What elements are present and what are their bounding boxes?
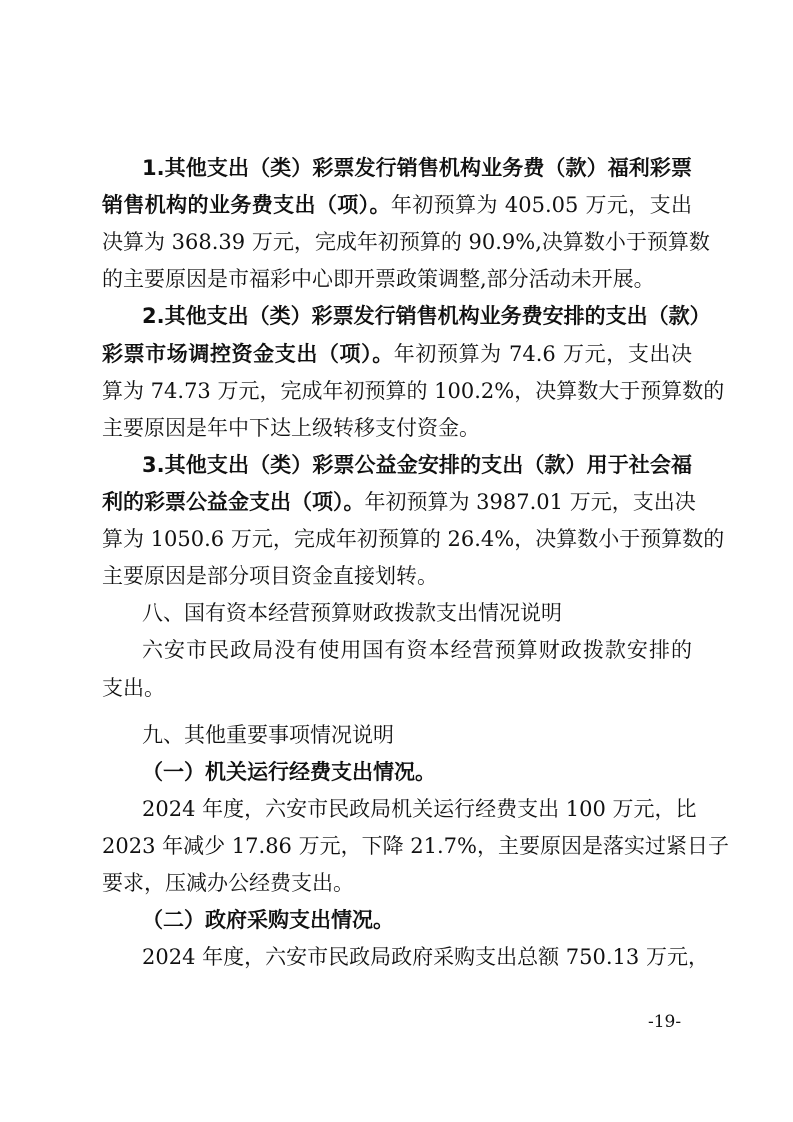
item2-text-start: 年初预算为 74.6 万元，支出决 bbox=[393, 342, 693, 366]
item1-line-1: 1.其他支出（类）彩票发行销售机构业务费（款）福利彩票 bbox=[142, 156, 692, 180]
item1-line-2 bbox=[102, 191, 692, 219]
section9-sub2-line-1: 2024 年度，六安市民政局政府采购支出总额 750.13 万元， bbox=[142, 945, 709, 969]
item1-line-4: 的主要原因是市福彩中心即开票政策调整,部分活动未开展。 bbox=[102, 267, 655, 291]
item3-bold-title-end: 利的彩票公益金支出（项）。 bbox=[102, 490, 365, 514]
section9-sub2-heading: （二）政府采购支出情况。 bbox=[142, 908, 394, 932]
item1-line-3: 决算为 368.39 万元，完成年初预算的 90.9%,决算数小于预算数 bbox=[102, 230, 710, 254]
item3-line-4: 主要原因是部分项目资金直接划转。 bbox=[102, 564, 438, 588]
section9-sub1-line-3: 要求，压减办公经费支出。 bbox=[102, 871, 354, 895]
section9-sub1-line-2: 2023 年减少 17.86 万元，下降 21.7%，主要原因是落实过紧日子 bbox=[102, 834, 729, 858]
item2-line-4: 主要原因是年中下达上级转移支付资金。 bbox=[102, 416, 480, 440]
item2-line-1: 2.其他支出（类）彩票发行销售机构业务费安排的支出（款） bbox=[142, 304, 711, 328]
section8-heading: 八、国有资本经营预算财政拨款支出情况说明 bbox=[142, 601, 562, 625]
section9-sub1-line-1: 2024 年度，六安市民政局机关运行经费支出 100 万元，比 bbox=[142, 797, 697, 821]
item2-line-2 bbox=[102, 340, 692, 368]
item3-line-2 bbox=[102, 488, 696, 516]
item3-line-3: 算为 1050.6 万元，完成年初预算的 26.4%，决算数小于预算数的 bbox=[102, 527, 725, 551]
section9-heading: 九、其他重要事项情况说明 bbox=[142, 723, 394, 747]
page-number: -19- bbox=[648, 1012, 682, 1032]
item2-bold-title-end: 彩票市场调控资金支出（项）。 bbox=[102, 342, 394, 366]
section8-line-2: 支出。 bbox=[102, 676, 165, 700]
item1-bold-title-end: 销售机构的业务费支出（项）。 bbox=[102, 193, 391, 217]
section8-line-1: 六安市民政局没有使用国有资本经营预算财政拨款安排的 bbox=[142, 638, 692, 662]
item3-line-1: 3.其他支出（类）彩票公益金安排的支出（款）用于社会福 bbox=[142, 453, 692, 477]
section9-sub1-heading: （一）机关运行经费支出情况。 bbox=[142, 760, 436, 784]
item2-line-3: 算为 74.73 万元，完成年初预算的 100.2%，决算数大于预算数的 bbox=[102, 379, 725, 403]
item3-text-start: 年初预算为 3987.01 万元，支出决 bbox=[364, 490, 696, 514]
item1-text-start: 年初预算为 405.05 万元，支出 bbox=[390, 193, 692, 217]
